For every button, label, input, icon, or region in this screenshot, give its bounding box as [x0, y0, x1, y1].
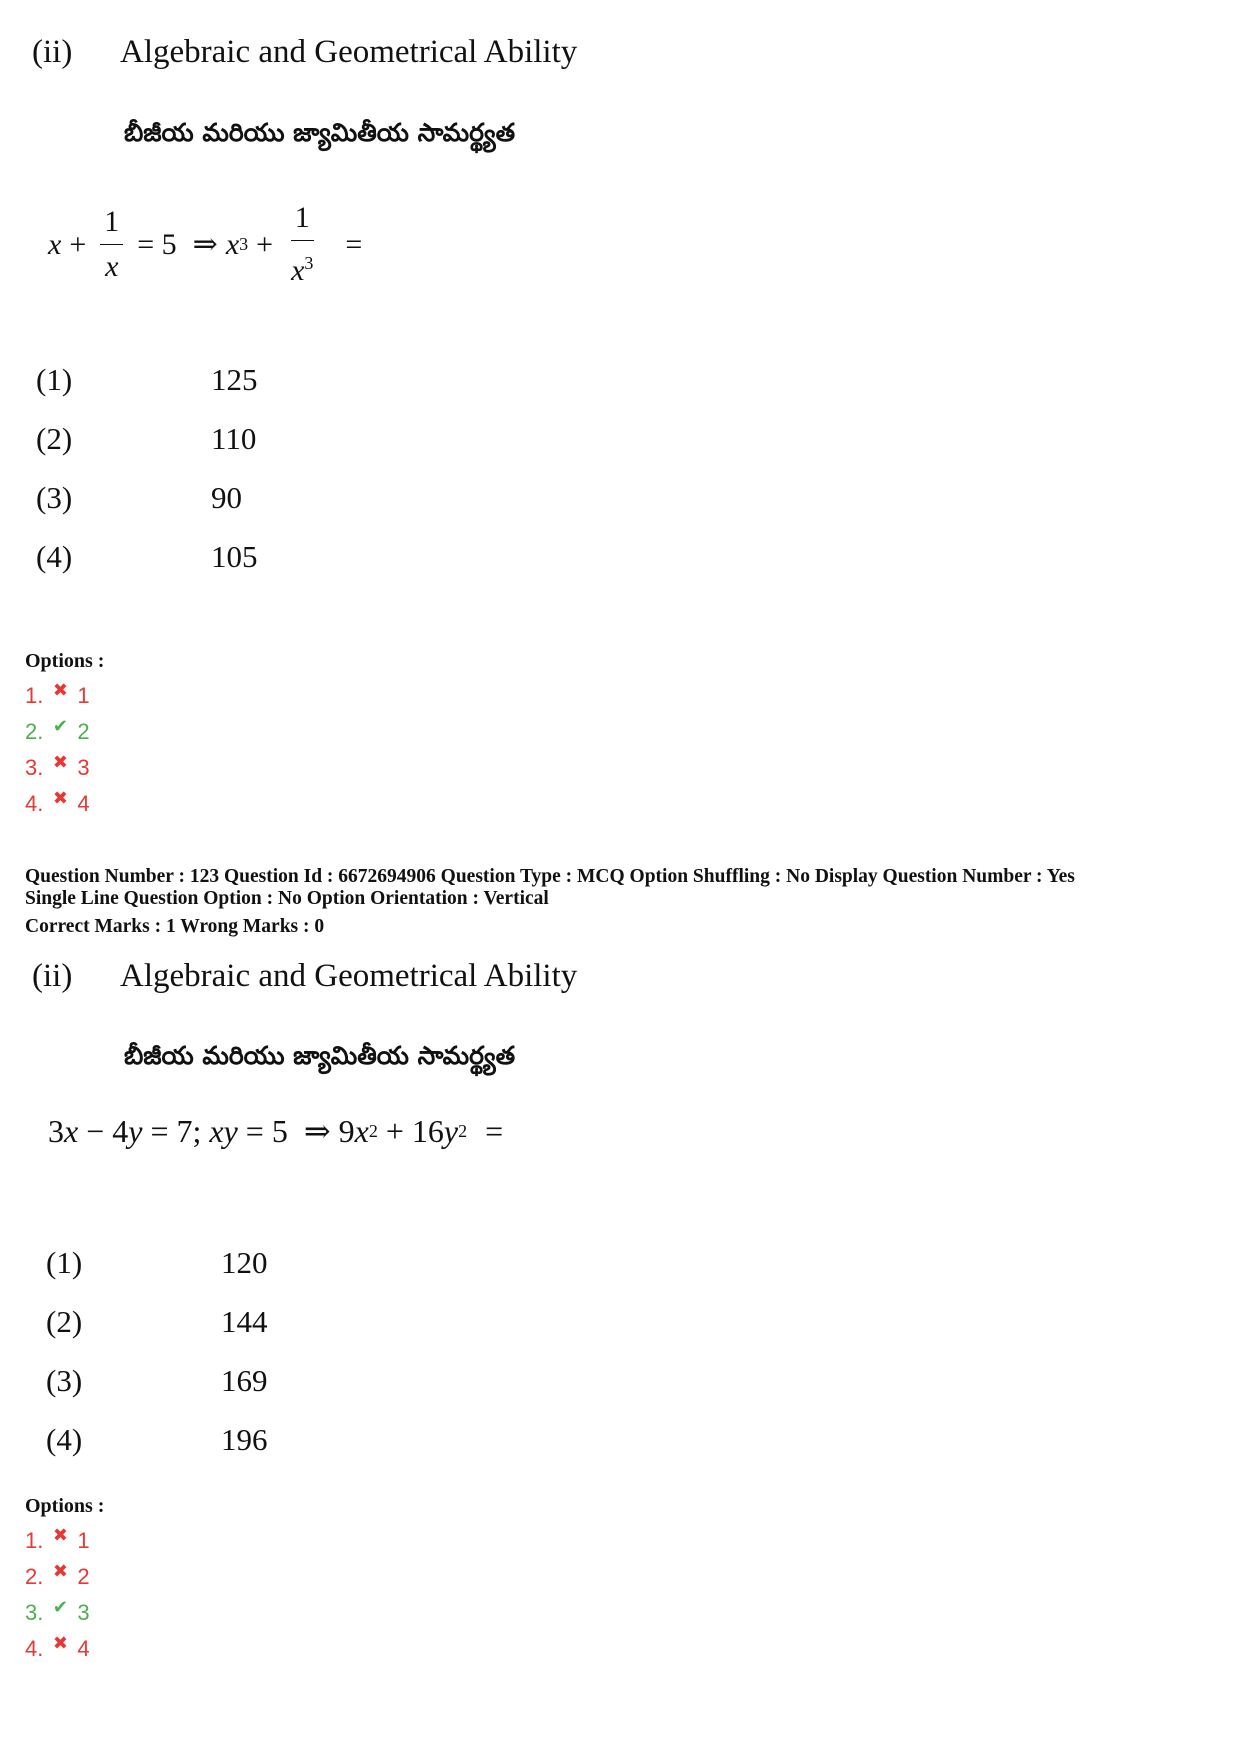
option-number: 2. — [25, 1564, 44, 1589]
option-row — [25, 714, 90, 750]
eq-fraction — [100, 200, 123, 289]
eq-exponent: 3 — [304, 253, 314, 273]
option-value: 2 — [77, 719, 90, 744]
eq-equals: = — [485, 1112, 504, 1149]
options-list — [25, 1523, 90, 1667]
section-title: Algebraic and Geometrical Ability — [120, 958, 578, 994]
eq-denominator: x — [105, 250, 119, 283]
choice-index: (3) — [46, 1363, 83, 1398]
eq-var: x — [64, 1112, 79, 1149]
eq-plus: + — [69, 227, 87, 261]
eq-var: y — [443, 1112, 459, 1149]
cross-icon: ✖ — [52, 679, 68, 700]
cross-icon: ✖ — [52, 751, 68, 772]
options-list — [25, 678, 90, 822]
cross-icon: ✖ — [52, 1524, 68, 1545]
section-title-telugu: బీజీయ మరియు జ్యామితీయ సామర్థ్యత — [124, 118, 516, 147]
choice-value: 169 — [221, 1363, 268, 1398]
section-title: Algebraic and Geometrical Ability — [120, 34, 578, 70]
eq-coef: 3 — [48, 1112, 64, 1149]
option-value: 4 — [77, 1636, 90, 1661]
option-value: 1 — [77, 1528, 90, 1553]
choice-value: 120 — [221, 1245, 268, 1280]
choice-row — [46, 1363, 268, 1403]
choice-index: (4) — [46, 1422, 83, 1457]
eq-var: xy — [209, 1112, 238, 1149]
option-row — [25, 1631, 90, 1667]
option-number: 3. — [25, 755, 44, 780]
choice-value: 105 — [211, 539, 258, 574]
options-title: Options : — [25, 650, 105, 672]
eq-plus: + — [385, 1112, 404, 1149]
section-title-telugu: బీజీయ మరియు జ్యామితీయ సామర్థ్యత — [124, 1041, 516, 1070]
choice-value: 110 — [211, 421, 257, 456]
eq-coef: 16 — [411, 1112, 444, 1149]
option-value: 1 — [77, 683, 90, 708]
eq-equals-7: = 7; — [150, 1112, 202, 1149]
eq-exponent: 3 — [239, 234, 249, 254]
eq-numerator: 1 — [291, 196, 314, 241]
option-row — [25, 750, 90, 786]
answer-choices — [46, 1245, 268, 1462]
meta-line: Single Line Question Option : No Option Orientation : Vertical — [25, 888, 549, 909]
option-number: 1. — [25, 1528, 44, 1553]
eq-exponent: 2 — [458, 1120, 468, 1141]
eq-var: x — [225, 227, 240, 261]
eq-implies: ⇒ — [192, 228, 218, 261]
option-row — [25, 678, 90, 714]
eq-implies: ⇒ — [303, 1113, 331, 1149]
choice-value: 144 — [221, 1304, 268, 1339]
question-meta — [25, 866, 1075, 938]
section-number: (ii) — [32, 958, 73, 994]
eq-minus: − — [86, 1112, 105, 1149]
eq-equals: = — [345, 227, 363, 261]
choice-row — [46, 1422, 268, 1462]
option-number: 2. — [25, 719, 44, 744]
option-number: 4. — [25, 791, 44, 816]
choice-index: (3) — [36, 480, 73, 515]
option-number: 4. — [25, 1636, 44, 1661]
choice-index: (1) — [36, 362, 73, 397]
option-value: 3 — [77, 755, 90, 780]
eq-exponent: 2 — [368, 1120, 378, 1141]
option-row — [25, 1595, 90, 1631]
option-row — [25, 786, 90, 822]
option-number: 3. — [25, 1600, 44, 1625]
eq-var: x — [48, 227, 62, 261]
eq-var: x — [291, 254, 305, 287]
option-row — [25, 1523, 90, 1559]
choice-index: (2) — [36, 421, 73, 456]
choice-row — [46, 1245, 268, 1285]
eq-var: y — [128, 1112, 143, 1149]
check-icon: ✔ — [52, 1596, 68, 1617]
cross-icon: ✖ — [52, 1560, 68, 1581]
eq-coef: 4 — [112, 1112, 129, 1149]
options-title: Options : — [25, 1495, 105, 1517]
eq-denominator — [287, 241, 317, 293]
option-value: 3 — [77, 1600, 90, 1625]
section-number: (ii) — [32, 34, 73, 70]
eq-equals-5: = 5 — [137, 227, 177, 261]
choice-row — [36, 421, 258, 461]
choice-index: (1) — [46, 1245, 83, 1280]
choice-value: 90 — [211, 480, 242, 515]
eq-equals-5: = 5 — [245, 1112, 288, 1149]
choice-index: (2) — [46, 1304, 83, 1339]
meta-line: Question Number : 123 Question Id : 6672694906 Question Type : MCQ Option Shuffling : No Display Question Number : Yes — [25, 866, 1075, 887]
section-heading — [32, 34, 577, 71]
choice-value: 125 — [211, 362, 258, 397]
option-value: 4 — [77, 791, 90, 816]
option-value: 2 — [77, 1564, 90, 1589]
question-equation — [48, 1112, 511, 1150]
option-number: 1. — [25, 683, 44, 708]
cross-icon: ✖ — [52, 1632, 68, 1653]
answer-choices — [36, 362, 258, 579]
eq-coef: 9 — [338, 1112, 355, 1149]
choice-value: 196 — [221, 1422, 268, 1457]
eq-plus: + — [256, 227, 274, 261]
option-row — [25, 1559, 90, 1595]
choice-index: (4) — [36, 539, 73, 574]
meta-line: Correct Marks : 1 Wrong Marks : 0 — [25, 916, 325, 937]
question-equation — [48, 196, 370, 293]
eq-numerator: 1 — [100, 200, 123, 245]
cross-icon: ✖ — [52, 787, 68, 808]
choice-row — [46, 1304, 268, 1344]
choice-row — [36, 480, 258, 520]
section-heading — [32, 958, 577, 995]
choice-row — [36, 539, 258, 579]
choice-row — [36, 362, 258, 402]
check-icon: ✔ — [52, 715, 68, 736]
eq-var: x — [354, 1112, 369, 1149]
eq-fraction — [287, 196, 317, 293]
